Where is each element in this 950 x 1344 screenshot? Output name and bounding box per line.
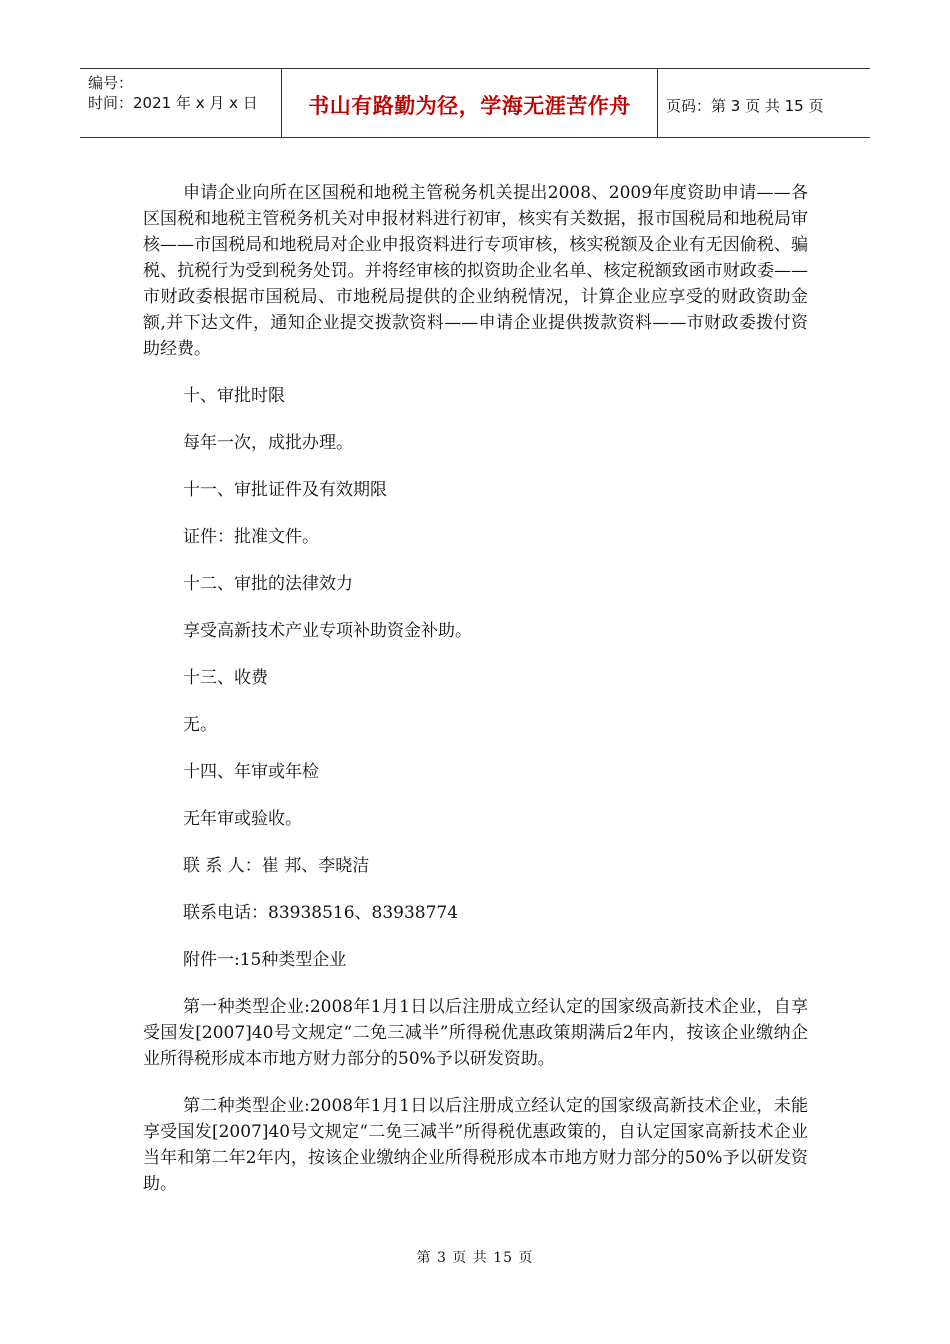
section-13-text: 无。 (183, 715, 217, 735)
enterprise-type-1: 第一种类型企业:2008年1月1日以后注册成立经认定的国家级高新技术企业，自享受国发[2007]40号文规定“二免三减半”所得税优惠政策期满后2年内，按该企业缴纳企业所得税形成本市地方财力部分的50%予以研发资助。 (143, 997, 808, 1069)
section-14-heading: 十四、年审或年检 (183, 762, 319, 782)
document-date: 时间：2021 年 x 月 x 日 (88, 94, 258, 112)
page-header (80, 68, 870, 138)
section-10-text: 每年一次，成批办理。 (183, 433, 353, 453)
contact-phone: 联系电话：83938516、83938774 (183, 903, 459, 923)
section-10-heading: 十、审批时限 (183, 386, 285, 406)
section-14-text: 无年审或验收。 (183, 809, 302, 829)
document-body (143, 180, 808, 1197)
section-11-text: 证件：批准文件。 (183, 527, 319, 547)
attachment-title: 附件一:15种类型企业 (183, 950, 347, 970)
section-13-heading: 十三、收费 (183, 668, 268, 688)
section-11-heading: 十一、审批证件及有效期限 (183, 480, 387, 500)
paragraph-procedure: 申请企业向所在区国税和地税主管税务机关提出2008、2009年度资助申请——各区国税和地税主管税务机关对申报材料进行初审，核实有关数据，报市国税局和地税局审核——市国税局和地税局对企业申报资料进行专项审核，核实税额及企业有无因偷税、骗税、抗税行为受到税务处罚。并将经审核的拟资助企业名单、核定税额致函市财政委——市财政委根据市国税局、市地税局提供的企业纳税情况，计算企业应享受的财政资助金额,并下达文件，通知企业提交拨款资料——申请企业提供拨款资料——市财政委拨付资助经费。 (143, 183, 808, 359)
enterprise-type-2: 第二种类型企业:2008年1月1日以后注册成立经认定的国家级高新技术企业，未能享受国发[2007]40号文规定“二免三减半”所得税优惠政策的，自认定国家高新技术企业当年和第二年2年内，按该企业缴纳企业所得税形成本市地方财力部分的50%予以研发资助。 (143, 1096, 808, 1194)
contact-person: 联 系 人：崔 邦、李晓洁 (183, 856, 370, 876)
document-number-label: 编号： (88, 74, 134, 92)
section-12-text: 享受高新技术产业专项补助资金补助。 (183, 621, 472, 641)
header-motto: 书山有路勤为径，学海无涯苦作舟 (282, 69, 658, 137)
page-footer: 第 3 页 共 15 页 (416, 1250, 534, 1266)
header-meta (80, 69, 282, 137)
section-12-heading: 十二、审批的法律效力 (183, 574, 353, 594)
header-page-info: 页码：第 3 页 共 15 页 (666, 96, 824, 115)
